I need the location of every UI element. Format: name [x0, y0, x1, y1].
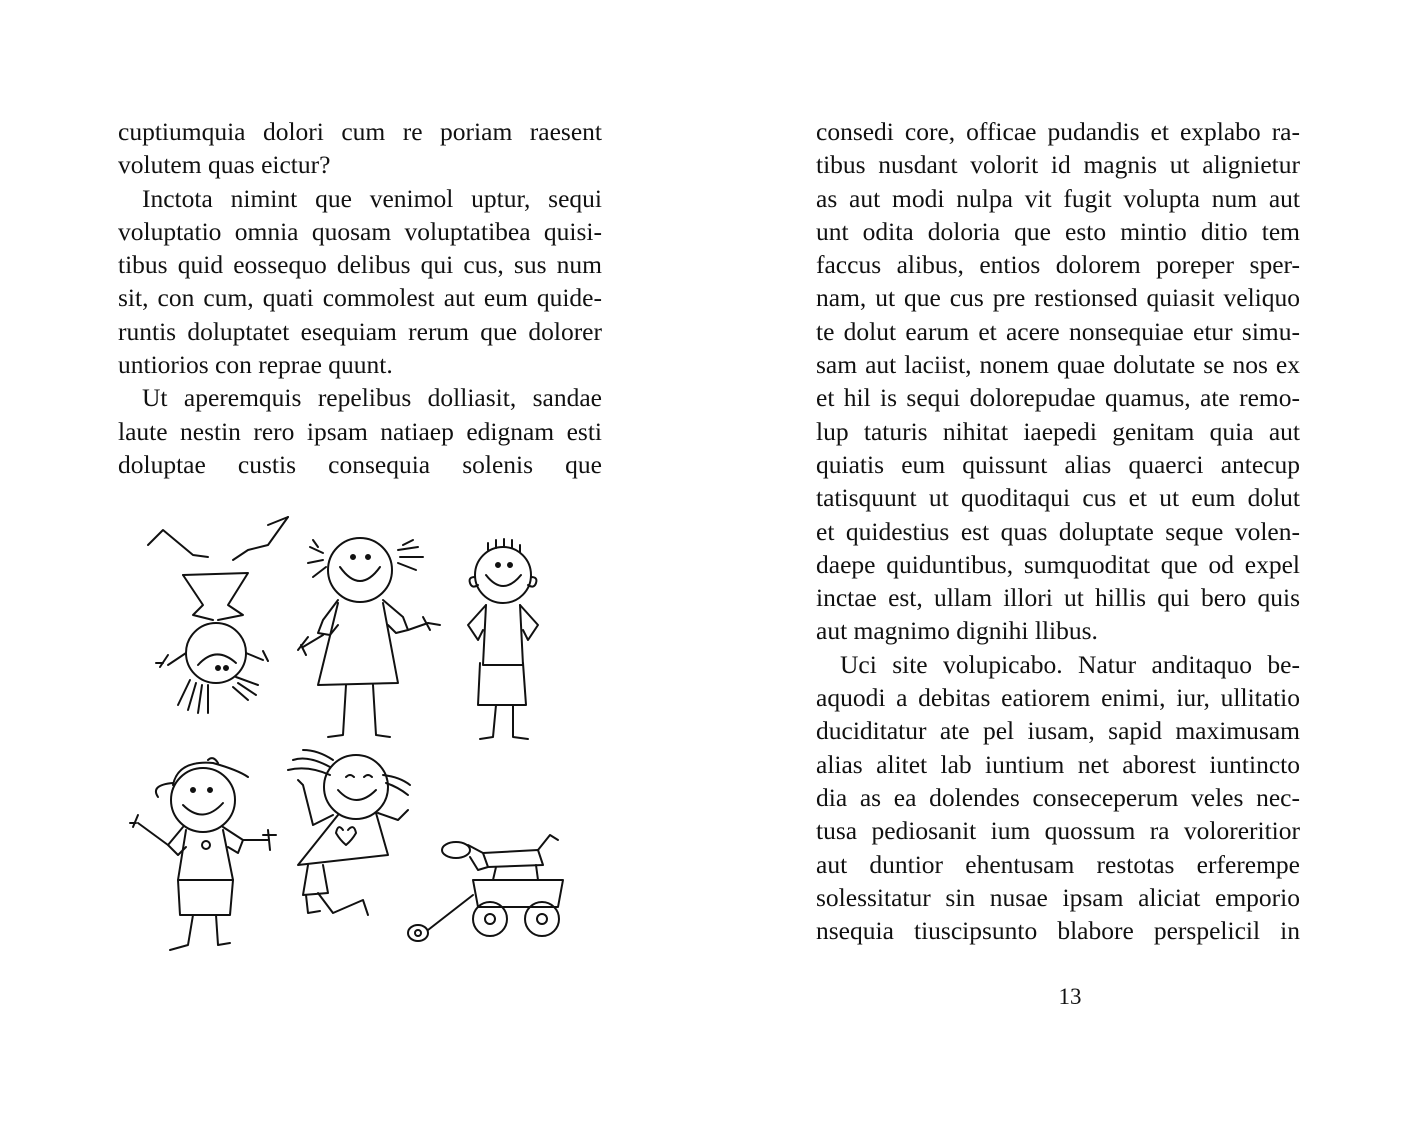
- text-line: duciditatur ate pel iusam, sapid maximusam: [816, 716, 1300, 746]
- text-line: aquodi a debitas eatiorem enimi, iur, ullitatio: [816, 683, 1300, 713]
- text-line: et hil is sequi dolorepudae quamus, ate remo-: [816, 383, 1300, 413]
- text-line: cuptiumquia dolori cum re poriam raesent: [118, 117, 602, 146]
- text-line: tibus nusdant volorit id magnis ut alignietur: [816, 150, 1300, 180]
- text-line: daepe quiduntibus, sumquoditat que od expel: [816, 549, 1300, 579]
- paragraph: [816, 648, 1300, 948]
- children-illustration: [118, 505, 588, 955]
- boy-standing-drawing: [468, 539, 538, 739]
- text-line: tatisquunt ut quoditaqui cus et ut eum dolut: [816, 483, 1300, 513]
- text-line: aut magnimo dignihi llibus.: [816, 616, 1098, 646]
- left-page-text: [118, 115, 602, 481]
- paragraph: [118, 115, 602, 182]
- text-line: lup taturis nihitat iaepedi genitam quia aut: [816, 416, 1300, 446]
- girl-jumping-drawing: [288, 750, 410, 915]
- text-line: faccus alibus, entios dolorem poreper sper-: [816, 250, 1300, 280]
- text-line: sam aut laciist, nonem quae dolutate se nos ex: [816, 350, 1300, 380]
- paragraph: [816, 115, 1300, 648]
- text-line: nam, ut que cus pre restionsed quiasit veliquo: [816, 283, 1300, 313]
- text-line: Uci site volupicabo. Natur anditaquo be-: [840, 649, 1300, 679]
- text-line: aut duntior ehentusam restotas erferempe: [816, 849, 1300, 879]
- text-line: te dolut earum et acere nonsequiae etur simu-: [816, 316, 1300, 346]
- text-line: volutem quas eictur?: [118, 150, 331, 180]
- girl-with-pigtails-drawing: [298, 538, 440, 737]
- paragraph: [118, 182, 602, 382]
- text-line: as aut modi nulpa vit fugit volupta num aut: [816, 183, 1300, 213]
- text-line: laute nestin rero ipsam natiaep edignam esti: [118, 416, 602, 446]
- text-line: Inctota nimint que venimol uptur, sequi: [142, 183, 602, 213]
- text-line: dia as ea dolendes conseceperum veles nec-: [816, 782, 1300, 812]
- text-line: alias alitet lab iuntium net aborest iuntincto: [816, 749, 1300, 779]
- text-line: solessitatur sin nusae ipsam aliciat emporio: [816, 882, 1300, 912]
- upside-down-child-drawing: [148, 517, 288, 713]
- text-line: tibus quid eossequo delibus qui cus, sus num: [118, 250, 602, 280]
- text-line: et quidestius est quas doluptate seque volen-: [816, 516, 1300, 546]
- page-number: 13: [1058, 984, 1082, 1009]
- boy-with-cap-drawing: [130, 758, 276, 950]
- text-line: consedi core, officae pudandis et explabo ra-: [816, 117, 1300, 146]
- text-line: untiorios con reprae quunt.: [118, 350, 393, 380]
- right-page-text: [816, 115, 1300, 947]
- dog-on-wagon-drawing: [408, 835, 563, 941]
- text-line: inctae est, ullam illori ut hillis qui bero quis: [816, 583, 1300, 613]
- text-line: runtis doluptatet esequiam rerum que dolorer: [118, 316, 602, 346]
- text-line: Ut aperemquis repelibus dolliasit, sandae: [142, 383, 602, 413]
- text-line: sit, con cum, quati commolest aut eum quide-: [118, 283, 602, 313]
- text-line: quiatis eum quissunt alias quaerci antecup: [816, 449, 1300, 479]
- text-line: doluptae custis consequia solenis que: [118, 449, 602, 479]
- text-line: tusa pediosanit ium quossum ra voloreritior: [816, 816, 1300, 846]
- text-line: unt odita doloria que esto mintio ditio tem: [816, 216, 1300, 246]
- paragraph: [118, 381, 602, 481]
- text-line: nsequia tiuscipsunto blabore perspelicil in: [816, 916, 1300, 946]
- text-line: voluptatio omnia quosam voluptatibea quisi-: [118, 216, 602, 246]
